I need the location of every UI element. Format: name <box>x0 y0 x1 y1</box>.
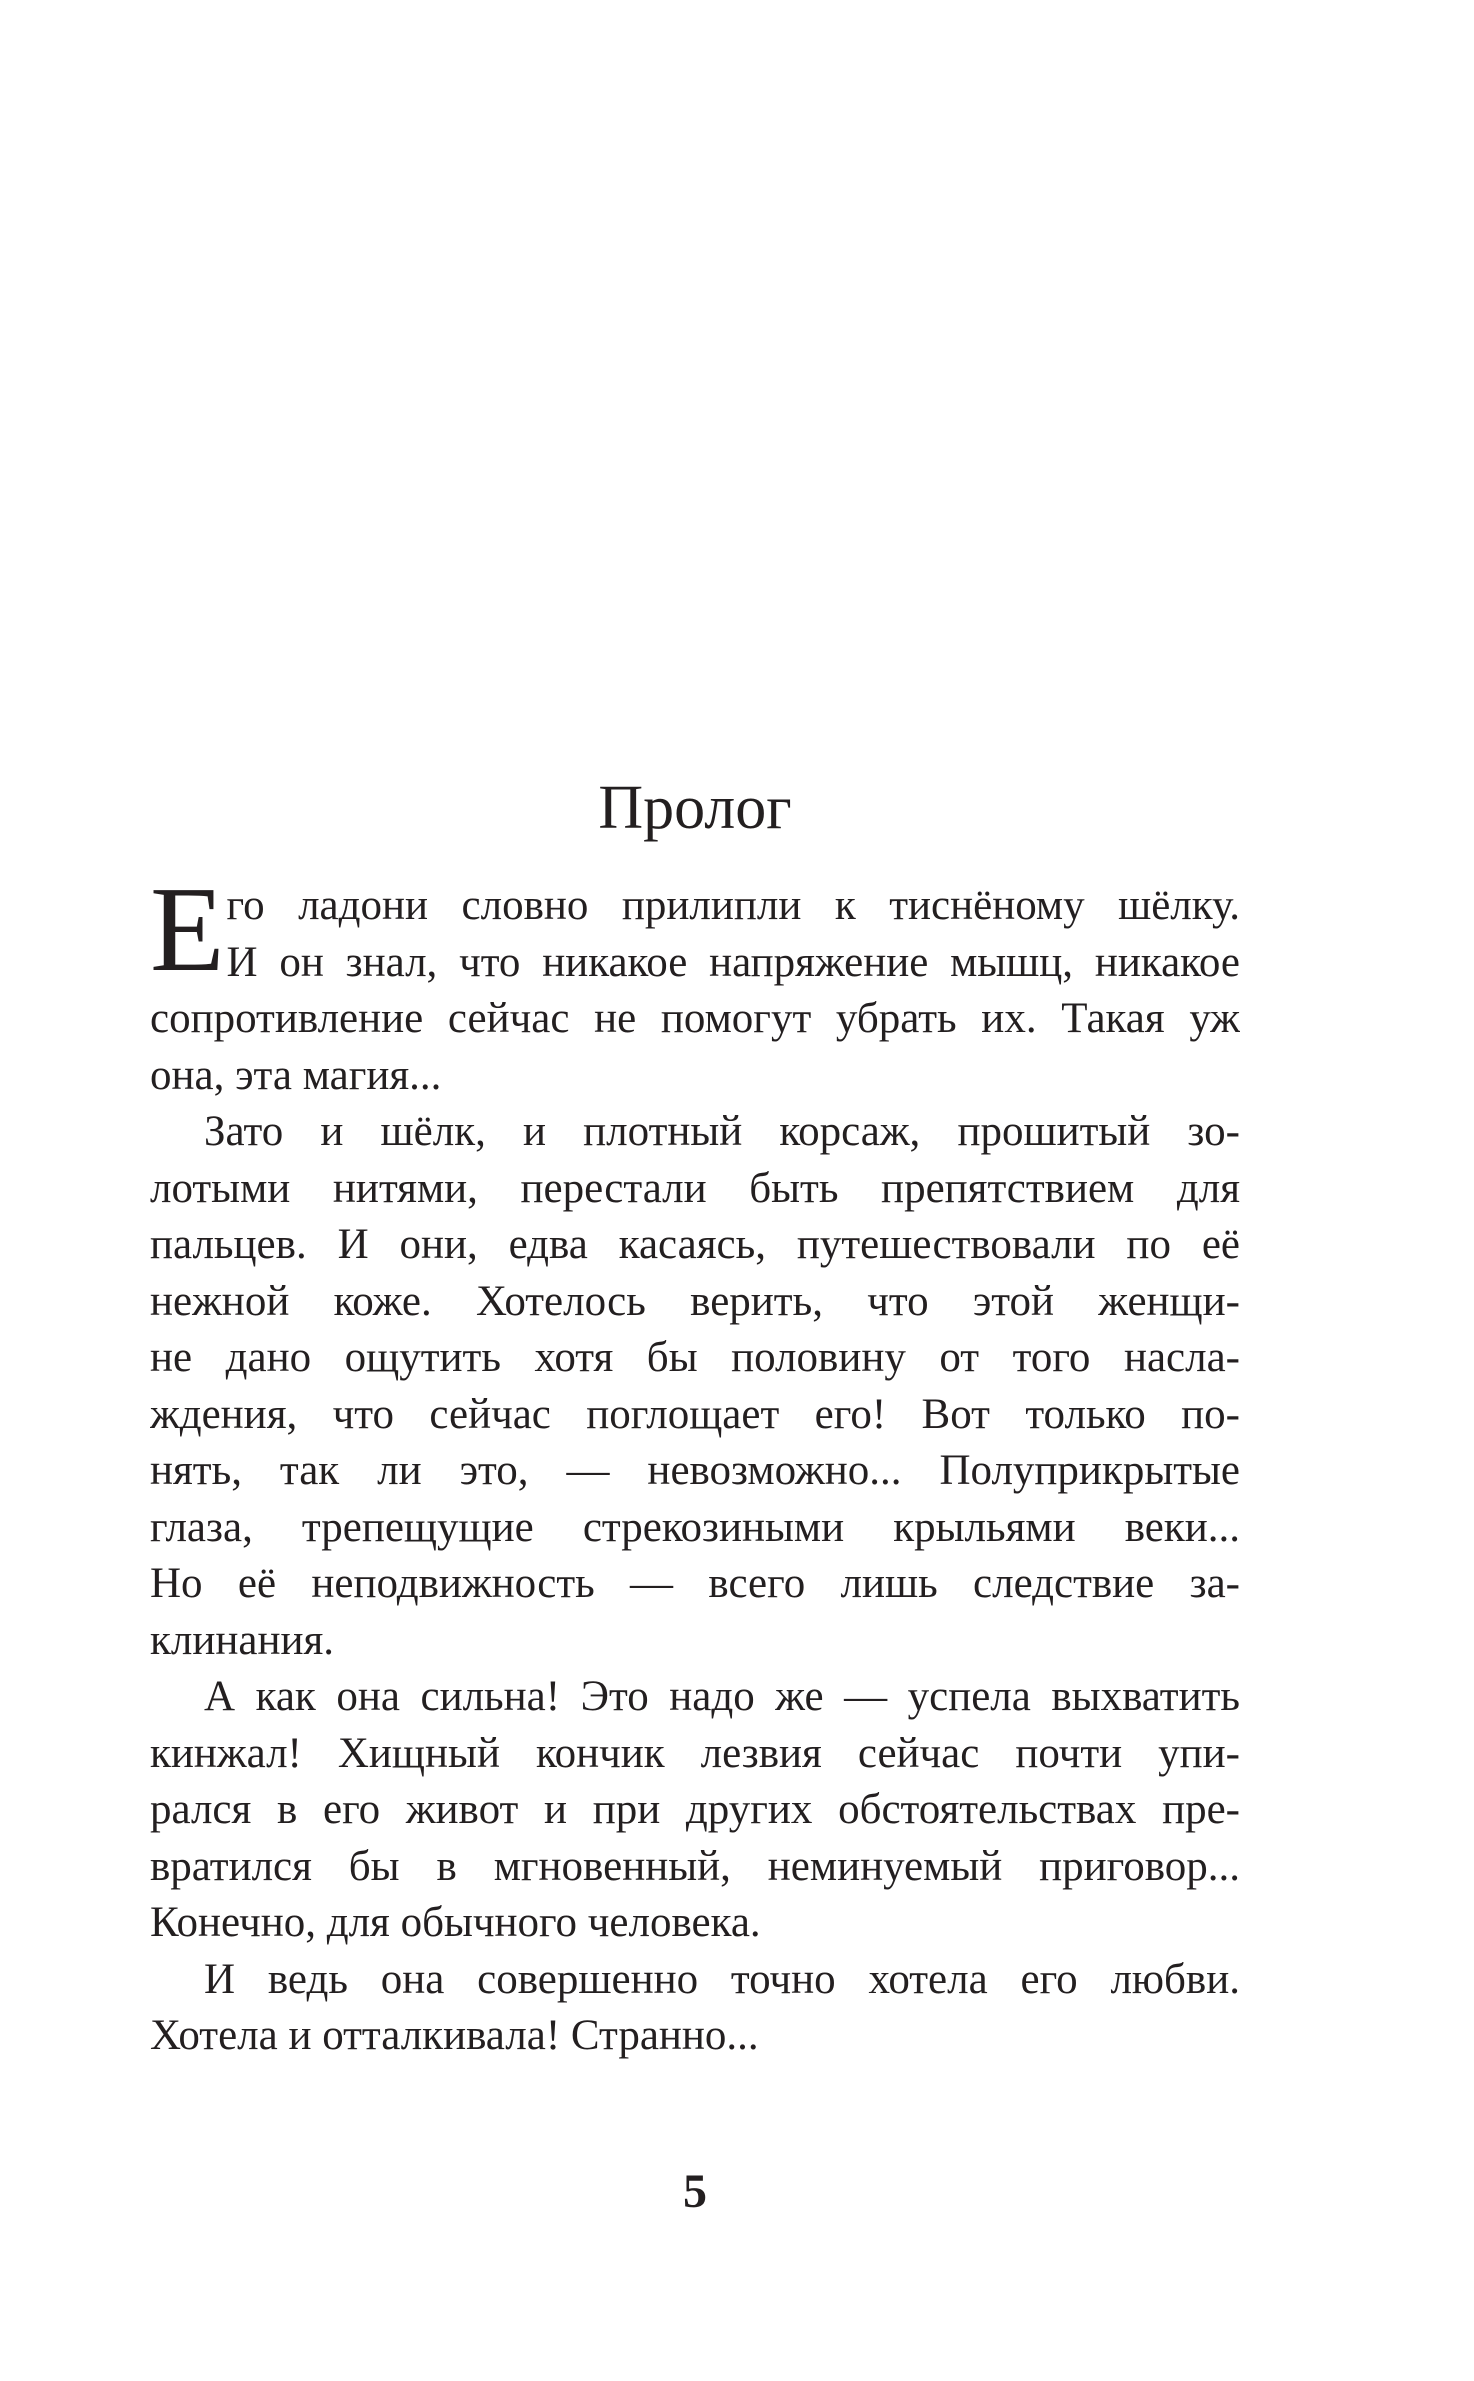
text-line: клинания. <box>150 1616 335 1664</box>
text-line: пальцев. И они, едва касаясь, путешествовали по её <box>150 1221 1240 1268</box>
paragraph-3 <box>150 1669 1240 1952</box>
text-line: нежной коже. Хотелось верить, что этой женщи- <box>150 1277 1240 1325</box>
text-line: кинжал! Хищный кончик лезвия сейчас почти упи- <box>150 1729 1240 1777</box>
book-page <box>150 0 1240 2381</box>
chapter-title: Пролог <box>598 774 792 842</box>
text-line: сопротивление сейчас не помогут убрать их. Такая уж <box>150 995 1240 1042</box>
text-line: не дано ощутить хотя бы половину от того насла- <box>150 1334 1240 1381</box>
text-line: Конечно, для обычного человека. <box>150 1899 761 1946</box>
text-line: А как она сильна! Это надо же — успела выхватить <box>204 1673 1240 1720</box>
text-line: она, эта магия... <box>150 1051 442 1099</box>
page-number: 5 <box>683 2165 707 2218</box>
text-line: И ведь она совершенно точно хотела его любви. <box>204 1955 1240 2003</box>
paragraph-2 <box>150 1104 1240 1669</box>
paragraph-4 <box>150 1952 1240 2065</box>
drop-cap: Е <box>150 862 225 997</box>
text-line: Зато и шёлк, и плотный корсаж, прошитый зо- <box>204 1108 1240 1155</box>
text-line: Но её неподвижность — всего лишь следствие за- <box>150 1560 1240 1607</box>
text-line: И он знал, что никакое напряжение мышц, никакое <box>226 938 1240 986</box>
text-line: го ладони словно прилипли к тиснёному шёлку. <box>226 882 1240 929</box>
text-line: нять, так ли это, — невозможно... Полуприкрытые <box>150 1447 1240 1494</box>
text-line: Хотела и отталкивала! Странно... <box>150 2012 759 2059</box>
text-line: лотыми нитями, перестали быть препятствием для <box>150 1164 1240 1212</box>
paragraph-1 <box>150 862 1240 1104</box>
text-line: ждения, что сейчас поглощает его! Вот только по- <box>150 1390 1240 1438</box>
text-line: вратился бы в мгновенный, неминуемый приговор... <box>150 1842 1240 1890</box>
text-line: глаза, трепещущие стрекозиными крыльями веки... <box>150 1503 1240 1551</box>
text-line: рался в его живот и при других обстоятельствах пре- <box>150 1786 1240 1833</box>
body-text <box>150 862 1240 2065</box>
